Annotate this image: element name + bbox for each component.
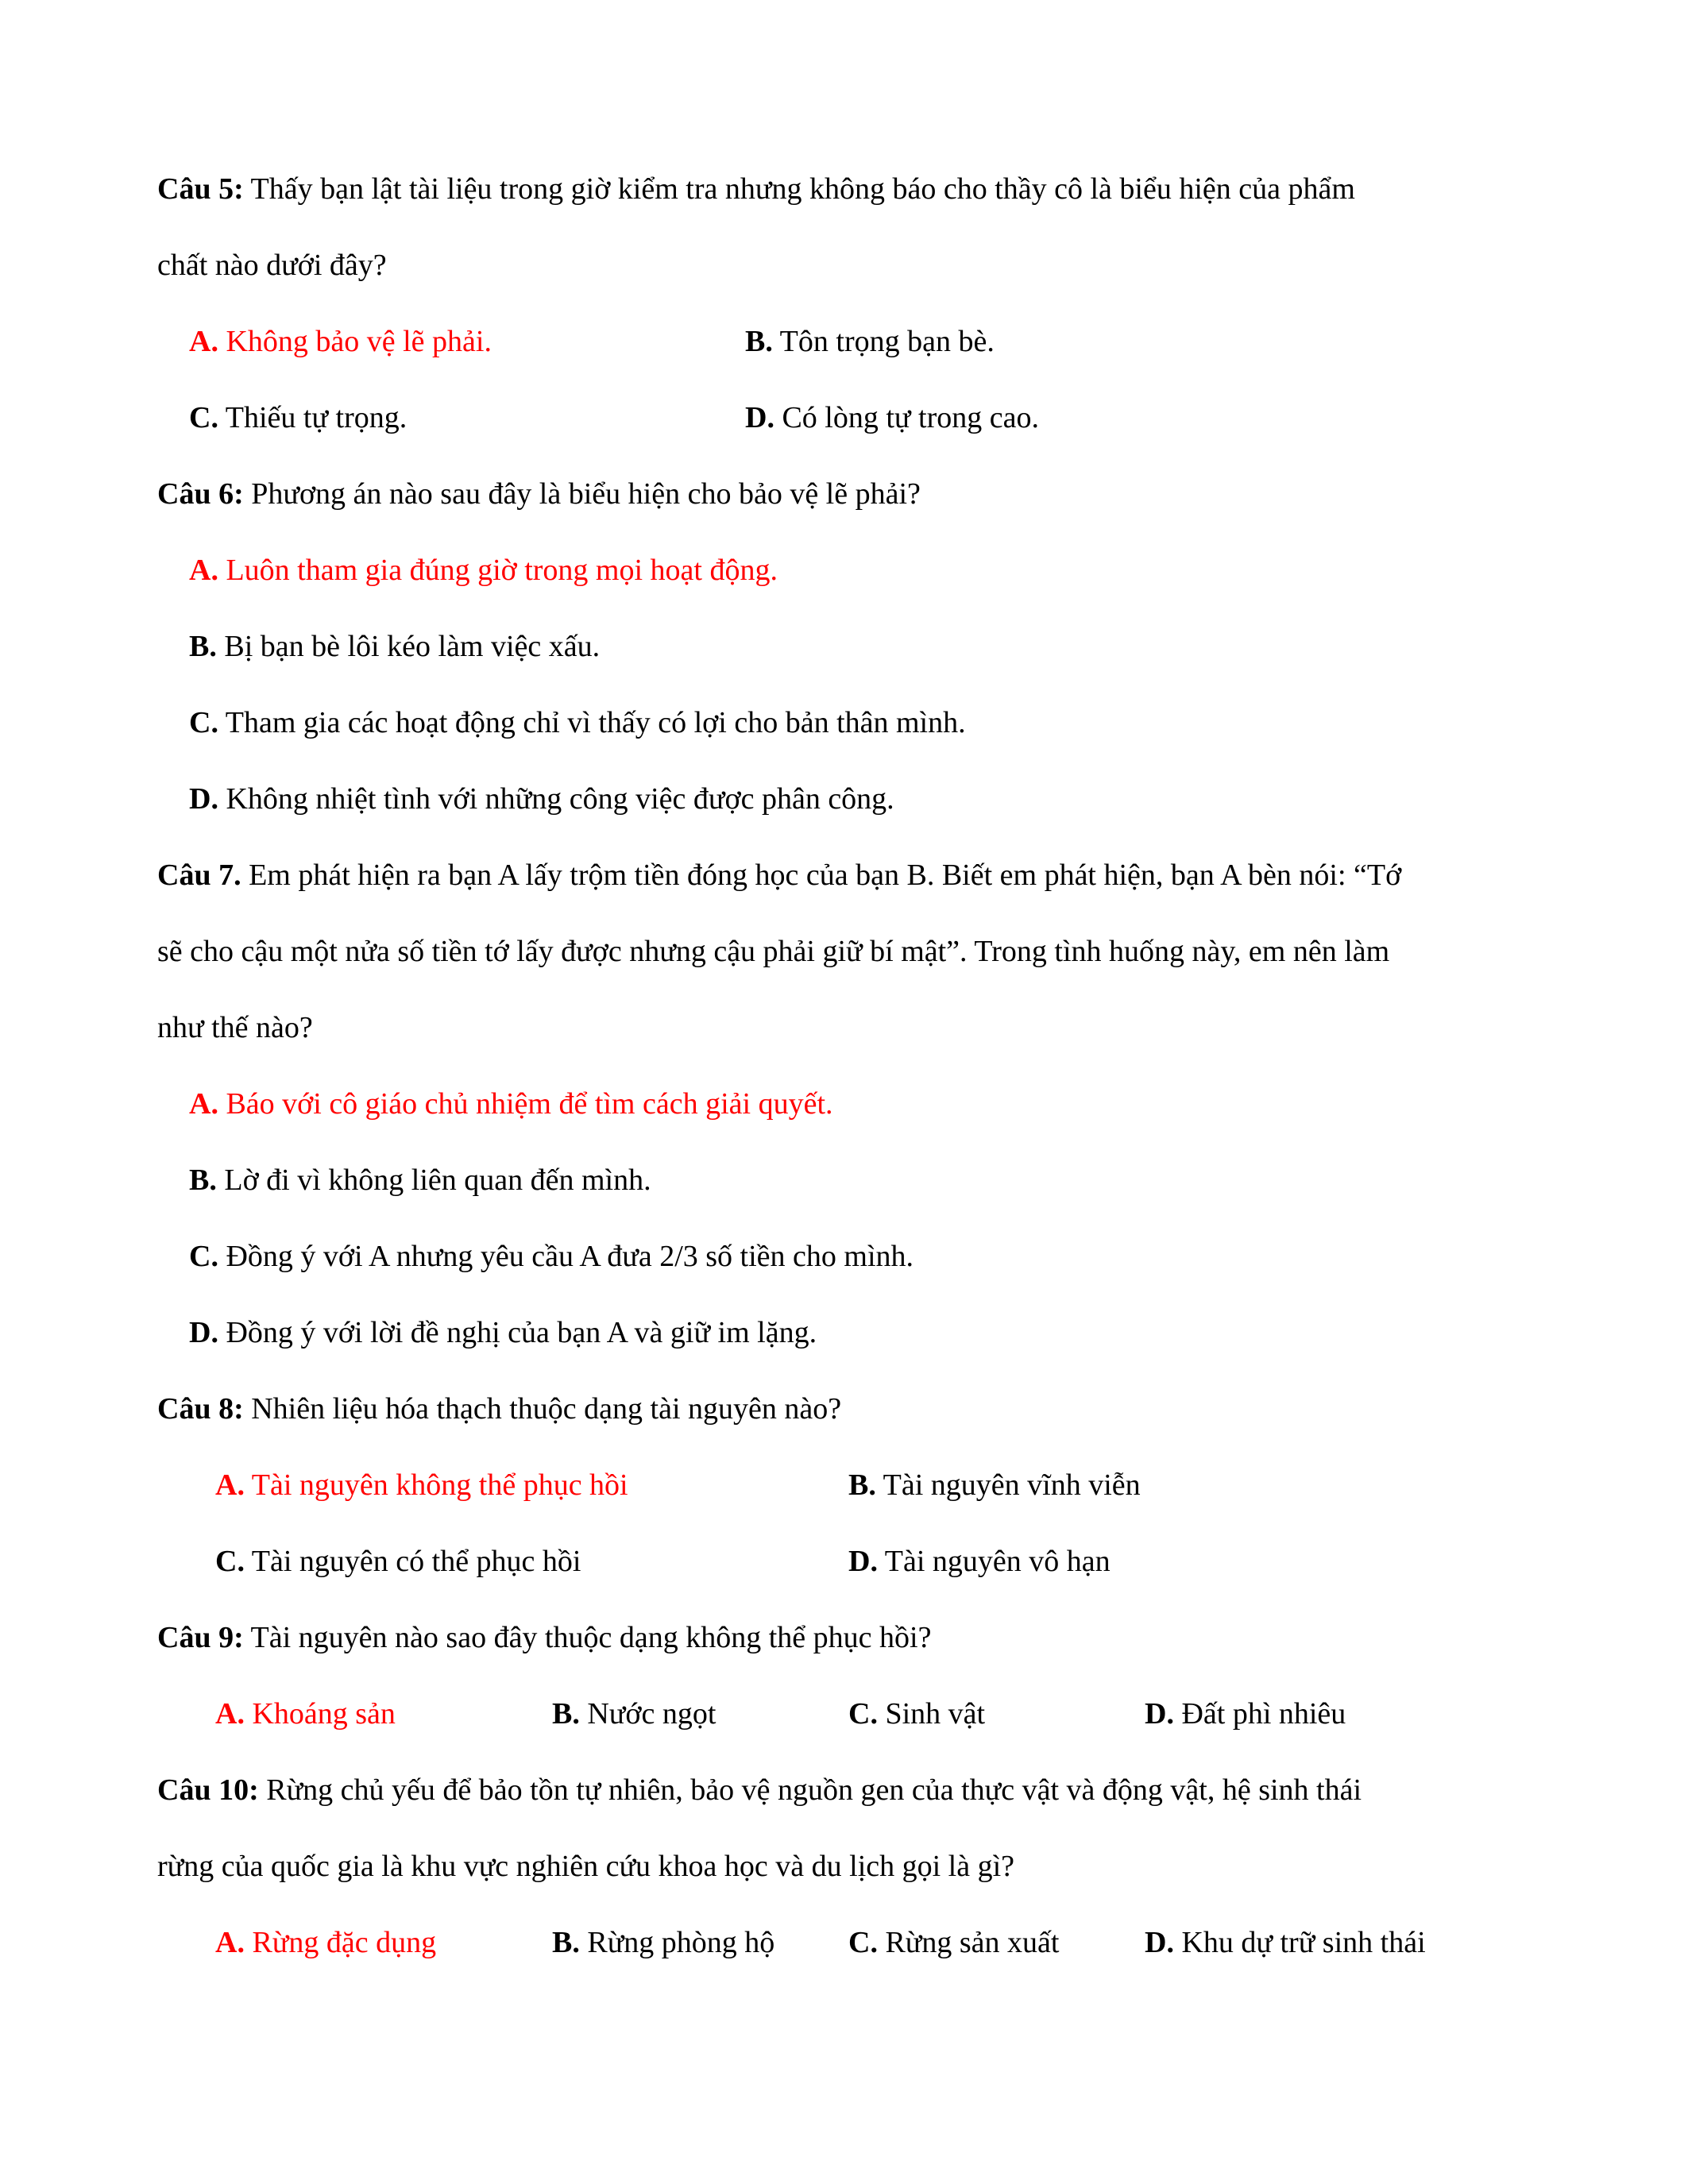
question-text-line: rừng của quốc gia là khu vực nghiên cứu khoa học và du lịch gọi là gì? xyxy=(157,1850,1015,1883)
option-text: Rừng phòng hộ xyxy=(579,1926,775,1959)
option-text: Nước ngọt xyxy=(579,1697,717,1731)
option-a xyxy=(215,1676,396,1752)
question-text xyxy=(157,1752,1532,1828)
question-label: Câu 10: xyxy=(157,1773,259,1807)
option-text: Không nhiệt tình với những công việc được phân công. xyxy=(218,782,894,816)
option-letter: C. xyxy=(189,706,218,739)
option-letter: B. xyxy=(552,1926,580,1959)
question-7 xyxy=(157,837,1532,1371)
option-b xyxy=(552,1676,716,1752)
option-a xyxy=(215,1904,436,1981)
option-c xyxy=(189,380,407,456)
option-text: Khu dự trữ sinh thái xyxy=(1173,1926,1426,1959)
option-letter: B. xyxy=(189,1163,217,1197)
question-text xyxy=(157,1599,1532,1676)
option-letter: B. xyxy=(745,325,773,358)
option-letter: A. xyxy=(215,1468,245,1502)
option-c xyxy=(848,1904,1059,1981)
question-text-line: sẽ cho cậu một nửa số tiền tớ lấy được nhưng cậu phải giữ bí mật”. Trong tình huống này, em nên làm xyxy=(157,935,1390,968)
option-d xyxy=(1145,1904,1426,1981)
option-text: Sinh vật xyxy=(877,1697,986,1731)
question-text-line: Tài nguyên nào sao đây thuộc dạng không thể phục hồi? xyxy=(243,1621,932,1654)
option-text: Tôn trọng bạn bè. xyxy=(772,325,995,358)
option-letter: C. xyxy=(215,1545,245,1578)
option-row xyxy=(157,1523,1532,1599)
question-5 xyxy=(157,151,1532,456)
option-c xyxy=(157,685,1532,761)
option-row xyxy=(157,1676,1532,1752)
option-text: Đồng ý với A nhưng yêu cầu A đưa 2/3 số tiền cho mình. xyxy=(218,1240,914,1273)
question-label: Câu 7. xyxy=(157,859,241,892)
option-text: Tham gia các hoạt động chỉ vì thấy có lợi cho bản thân mình. xyxy=(218,706,966,739)
option-letter: A. xyxy=(189,554,218,587)
option-b xyxy=(745,303,995,380)
option-text: Rừng sản xuất xyxy=(877,1926,1060,1959)
option-letter: D. xyxy=(189,782,218,816)
option-letter: A. xyxy=(215,1926,245,1959)
question-text-line: Rừng chủ yếu để bảo tồn tự nhiên, bảo vệ nguồn gen của thực vật và động vật, hệ sinh thái xyxy=(258,1773,1362,1807)
option-row xyxy=(157,303,1532,380)
option-text: Luôn tham gia đúng giờ trong mọi hoạt động. xyxy=(218,554,778,587)
option-b xyxy=(157,1142,1532,1218)
option-letter: A. xyxy=(215,1697,245,1731)
question-text xyxy=(157,151,1532,227)
option-b xyxy=(552,1904,774,1981)
option-letter: D. xyxy=(745,401,774,434)
option-a xyxy=(157,532,1532,608)
option-text: Khoáng sản xyxy=(244,1697,396,1731)
option-text: Có lòng tự trong cao. xyxy=(774,401,1039,434)
option-b xyxy=(848,1447,1141,1523)
option-d xyxy=(745,380,1039,456)
question-list xyxy=(157,151,1532,1981)
option-letter: D. xyxy=(1145,1697,1174,1731)
option-a xyxy=(189,303,492,380)
option-letter: A. xyxy=(189,1087,218,1121)
option-letter: C. xyxy=(848,1697,878,1731)
option-letter: D. xyxy=(1145,1926,1174,1959)
option-text: Đồng ý với lời đề nghị của bạn A và giữ im lặng. xyxy=(218,1316,817,1349)
question-8 xyxy=(157,1371,1532,1599)
option-letter: B. xyxy=(848,1468,876,1502)
question-text xyxy=(157,456,1532,532)
question-text xyxy=(157,1371,1532,1447)
option-text: Lờ đi vì không liên quan đến mình. xyxy=(216,1163,651,1197)
question-text-line: Nhiên liệu hóa thạch thuộc dạng tài nguyên nào? xyxy=(243,1392,842,1426)
option-letter: B. xyxy=(552,1697,580,1731)
option-d xyxy=(1145,1676,1346,1752)
option-row xyxy=(157,380,1532,456)
option-text: Không bảo vệ lẽ phải. xyxy=(218,325,492,358)
option-text: Báo với cô giáo chủ nhiệm để tìm cách giải quyết. xyxy=(218,1087,833,1121)
option-b xyxy=(157,608,1532,685)
option-text: Tài nguyên không thể phục hồi xyxy=(244,1468,628,1502)
option-d xyxy=(157,1295,1532,1371)
question-label: Câu 5: xyxy=(157,172,244,206)
question-text xyxy=(157,837,1532,913)
option-c xyxy=(215,1523,581,1599)
option-letter: D. xyxy=(189,1316,218,1349)
option-row xyxy=(157,1904,1532,1981)
option-text: Đất phì nhiêu xyxy=(1173,1697,1346,1731)
option-text: Tài nguyên có thể phục hồi xyxy=(244,1545,581,1578)
option-a xyxy=(157,1066,1532,1142)
option-c xyxy=(848,1676,985,1752)
option-text: Rừng đặc dụng xyxy=(244,1926,437,1959)
question-text-line: Em phát hiện ra bạn A lấy trộm tiền đóng học của bạn B. Biết em phát hiện, bạn A bèn nói: “Tớ xyxy=(241,859,1402,892)
option-letter: C. xyxy=(189,401,218,434)
option-letter: C. xyxy=(189,1240,218,1273)
option-letter: D. xyxy=(848,1545,878,1578)
question-text-line: Thấy bạn lật tài liệu trong giờ kiểm tra nhưng không báo cho thầy cô là biểu hiện của phẩm xyxy=(243,172,1355,206)
option-row xyxy=(157,1447,1532,1523)
option-c xyxy=(157,1218,1532,1295)
option-text: Tài nguyên vĩnh viễn xyxy=(875,1468,1141,1502)
option-text: Thiếu tự trọng. xyxy=(218,401,408,434)
question-10 xyxy=(157,1752,1532,1981)
option-d xyxy=(157,761,1532,837)
question-label: Câu 8: xyxy=(157,1392,244,1426)
option-a xyxy=(215,1447,628,1523)
question-text-line: như thế nào? xyxy=(157,1011,313,1044)
option-text: Bị bạn bè lôi kéo làm việc xấu. xyxy=(216,630,601,663)
question-9 xyxy=(157,1599,1532,1752)
question-label: Câu 6: xyxy=(157,477,244,511)
option-letter: A. xyxy=(189,325,218,358)
question-label: Câu 9: xyxy=(157,1621,244,1654)
option-text: Tài nguyên vô hạn xyxy=(877,1545,1111,1578)
question-text-line: chất nào dưới đây? xyxy=(157,249,387,282)
option-letter: C. xyxy=(848,1926,878,1959)
question-text-line: Phương án nào sau đây là biểu hiện cho bảo vệ lẽ phải? xyxy=(243,477,921,511)
option-letter: B. xyxy=(189,630,217,663)
question-6 xyxy=(157,456,1532,837)
option-d xyxy=(848,1523,1111,1599)
